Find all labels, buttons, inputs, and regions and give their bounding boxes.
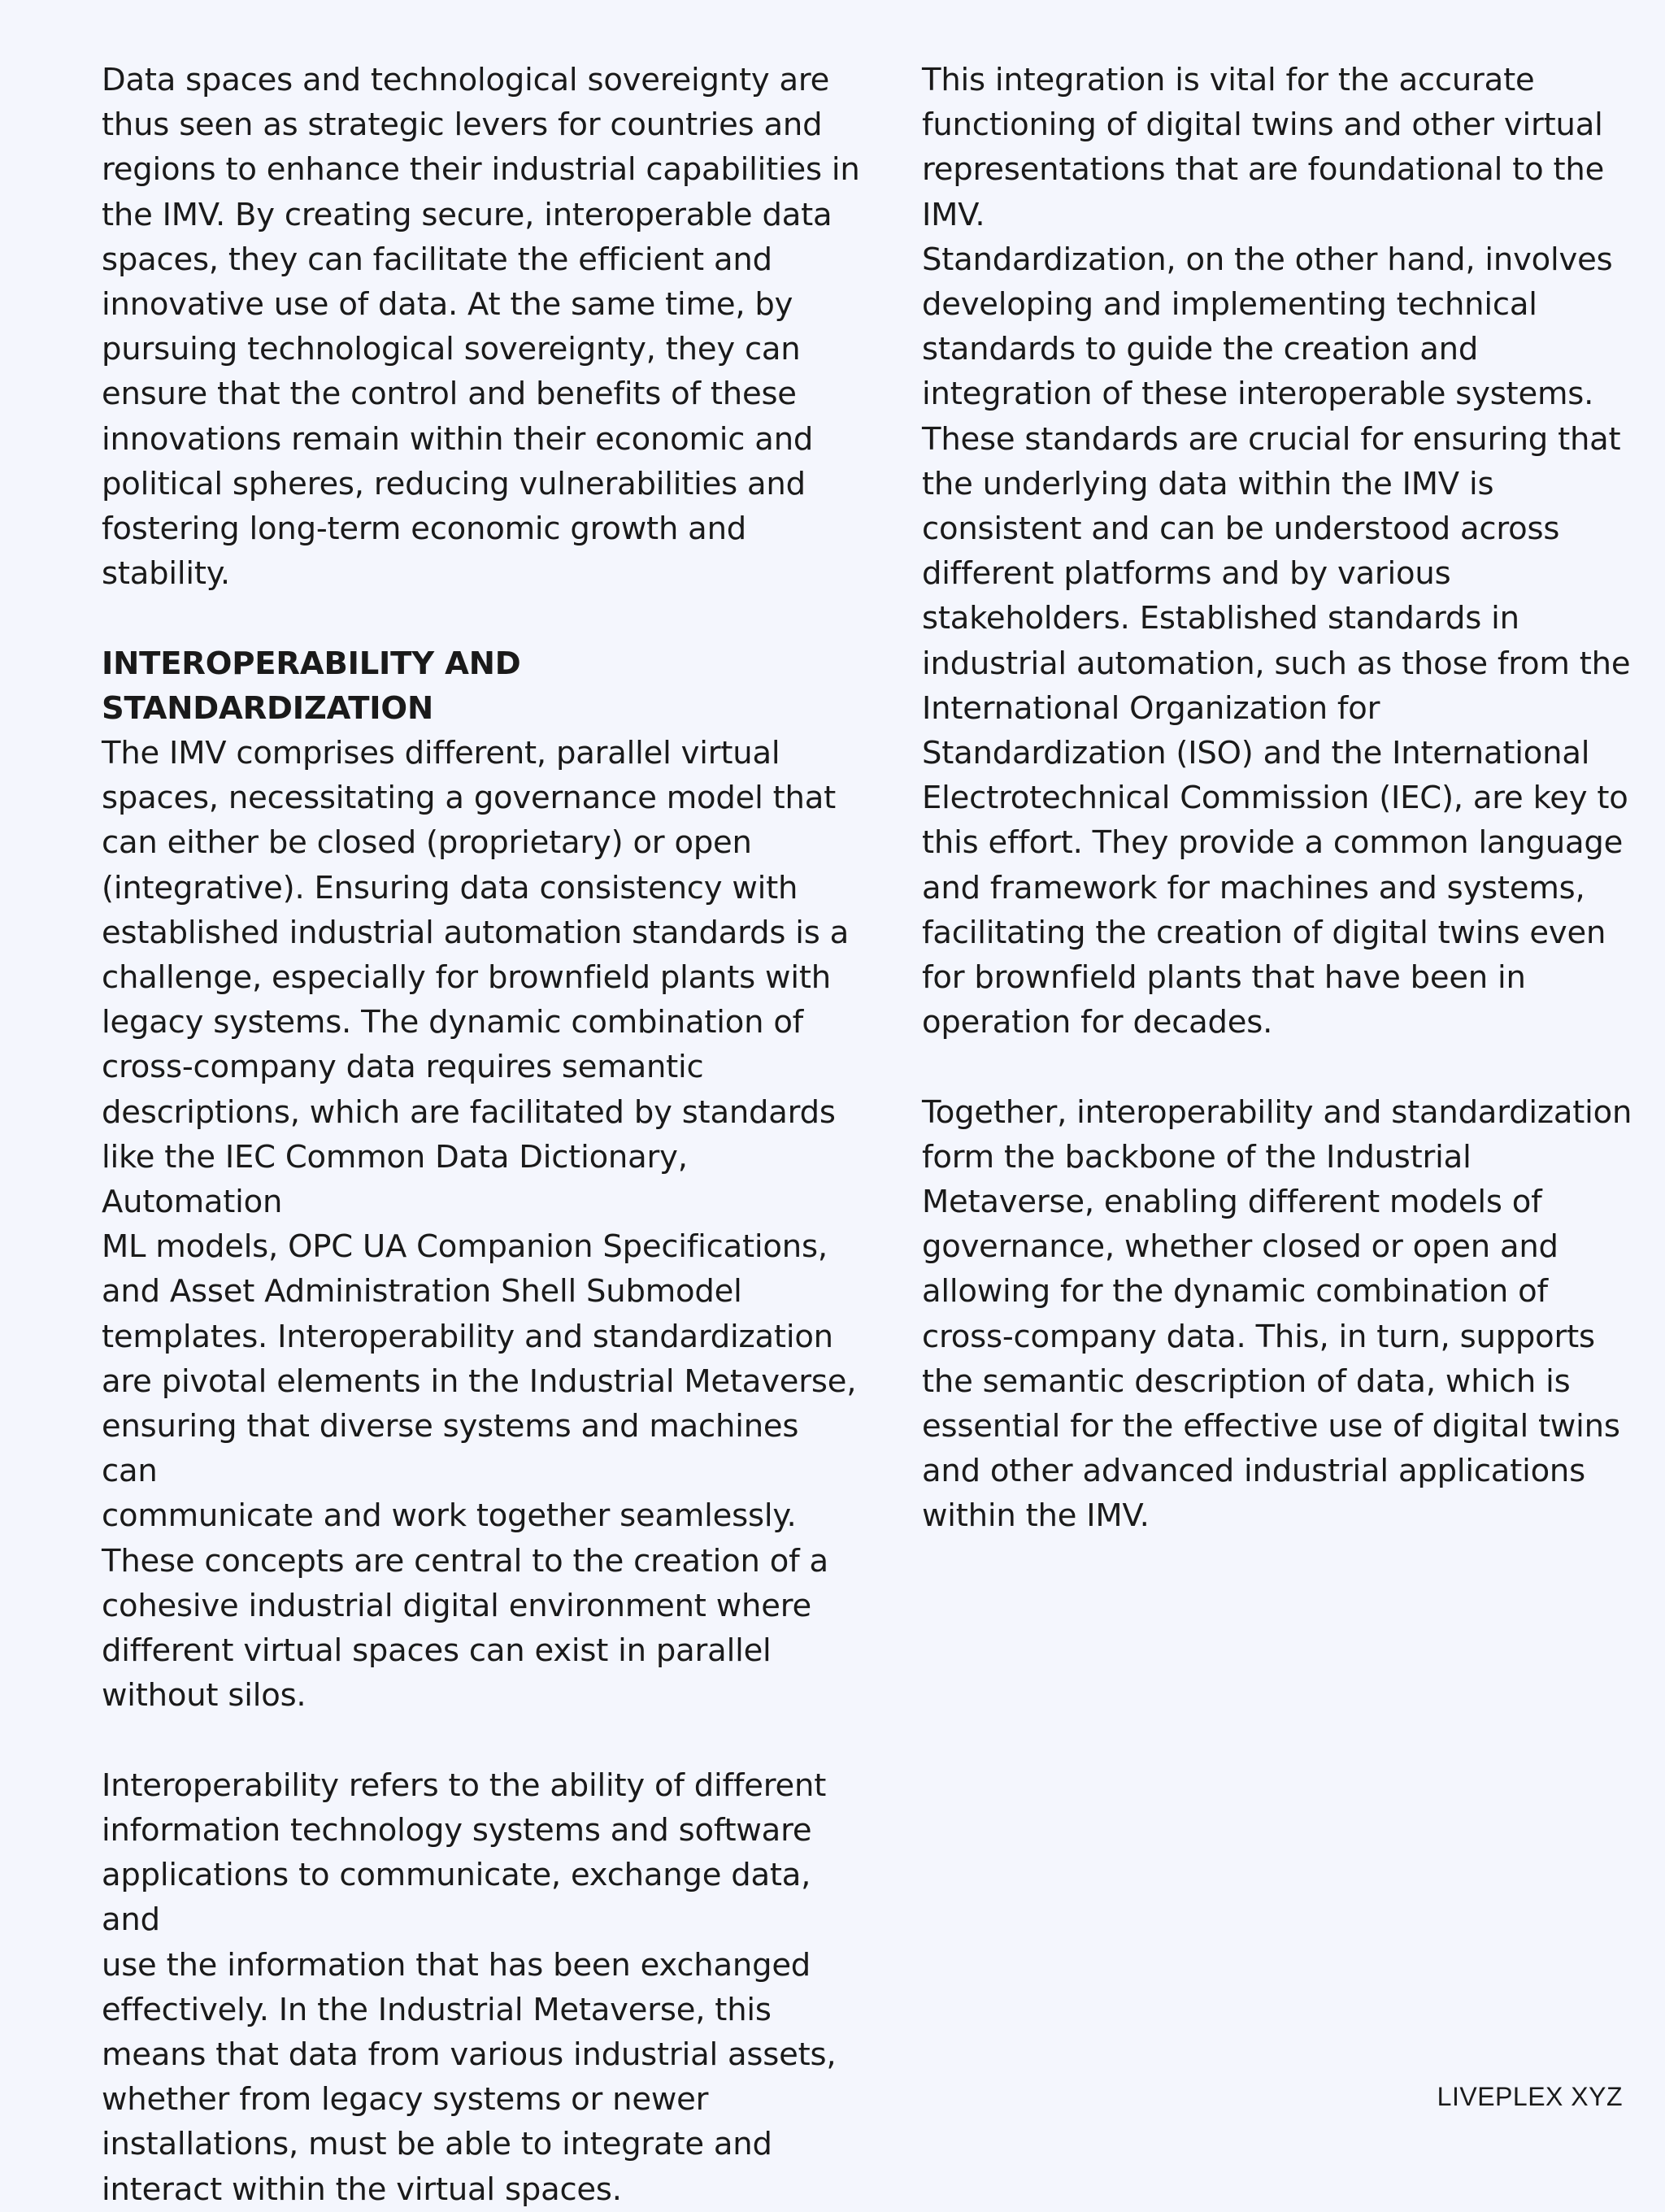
interoperability-overview-paragraph: The IMV comprises different, parallel virtual spaces, necessitating a governance model that can either be closed (proprietary) or open (integrative). Ensuring data consistency with established industrial automation standards is a challenge, especially for brownfield plants with legacy systems. The dynamic combination of cross-company data requires semantic descriptions, which are facilitated by standards like the IEC Common Data Dictionary, Automation ML models, OPC UA Companion Specifications, and Asset Administration Shell Submodel templates. Interoperability and standardization are pivotal elements in the Industrial Metaverse, ensuring that diverse systems and machines can communicate and work together seamlessly. These concepts are central to the creation of a cohesive industrial digital environment where different virtual spaces can exist in parallel without silos. xyxy=(102,735,857,1714)
footer-brand: LIVEPLEX XYZ xyxy=(1437,2082,1623,2111)
paragraph-spacer xyxy=(922,1045,1637,1089)
section-heading: INTEROPERABILITY AND STANDARDIZATION xyxy=(102,645,521,727)
interoperability-definition-paragraph: Interoperability refers to the ability of different information technology systems and software applications to communicate, exchange data, and use the information that has been exchanged effectively. In the Industrial Metaverse, this means that data from various industrial assets, whether from legacy systems or newer installations, must be able to integrate and interact within the virtual spaces. xyxy=(102,1767,837,2208)
intro-paragraph: Data spaces and technological sovereignty are thus seen as strategic levers for countries and regions to enhance their industrial capabilities in the IMV. By creating secure, interoperable data spaces, they can facilitate the efficient and innovative use of data. At the same time, by pursuing technological sovereignty, they can ensure that the control and benefits of these innovations remain within their economic and political spheres, reducing vulnerabilities and fostering long-term economic growth and stability. xyxy=(102,62,860,593)
standardization-paragraph: Standardization, on the other hand, involves developing and implementing technical standards to guide the creation and integration of these interoperable systems. These standards are crucial for ensuring that the underlying data within the IMV is consistent and can be understood across different platforms and by various stakeholders. Established standards in industrial automation, such as those from the International Organization for Standardization (ISO) and the International Electrotechnical Commission (IEC), are key to this effort. They provide a common language and framework for machines and systems, facilitating the creation of digital twins even for brownfield plants that have been in operation for decades. xyxy=(922,241,1631,1041)
right-column xyxy=(922,58,1637,1539)
paragraph-spacer xyxy=(102,596,862,641)
conclusion-paragraph: Together, interoperability and standardization form the backbone of the Industrial Metaverse, enabling different models of governance, whether closed or open and allowing for the dynamic combination of cross-company data. This, in turn, supports the semantic description of data, which is essential for the effective use of digital twins and other advanced industrial applications within the IMV. xyxy=(922,1093,1632,1535)
integration-paragraph: This integration is vital for the accurate functioning of digital twins and other virtual representations that are foundational to the IMV. xyxy=(922,62,1605,233)
left-column xyxy=(102,58,862,2212)
paragraph-spacer xyxy=(102,1719,862,1763)
